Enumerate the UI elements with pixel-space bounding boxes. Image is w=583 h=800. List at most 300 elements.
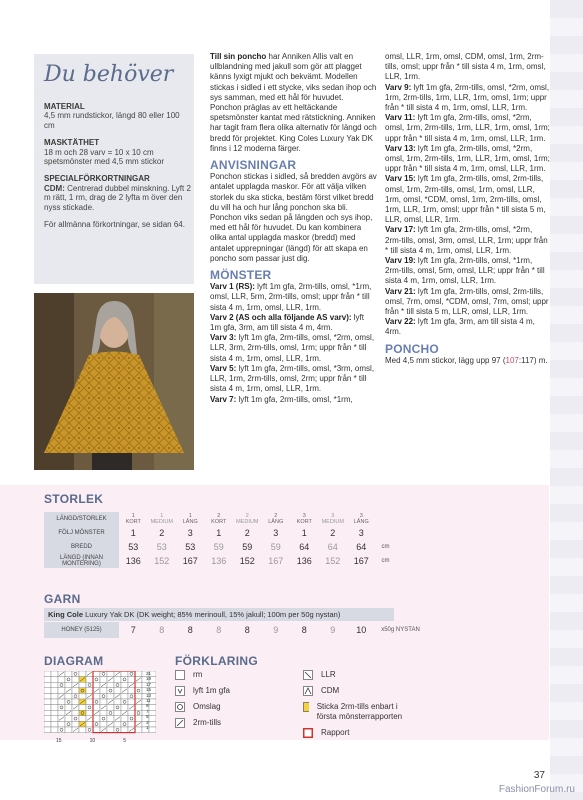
chart-cell xyxy=(93,682,100,688)
chart-cell xyxy=(114,677,121,683)
chart-col-numbers xyxy=(56,738,126,744)
size-length: LÅNG xyxy=(353,519,369,525)
size-cell: 53 xyxy=(185,542,196,552)
size-cell: 1 xyxy=(130,528,136,538)
chart-cell xyxy=(51,682,58,688)
size-number: 1 xyxy=(188,513,192,519)
size-length: LÅNG xyxy=(268,519,284,525)
size-cell xyxy=(347,512,376,526)
chart-cell xyxy=(58,710,65,716)
size-number: 2 xyxy=(274,513,278,519)
yarn-text: Luxury Yak DK (DK weight; 85% merinoull, 15% jakull; 100m per 50g nystan) xyxy=(83,610,341,619)
row-label: LÄNGD (INNAN MONTERING) xyxy=(44,554,119,568)
poncho-text-a: Med 4,5 mm stickor, lägg upp 97 ( xyxy=(385,355,506,365)
chart-cell xyxy=(135,693,142,699)
chart-cell xyxy=(107,716,114,722)
chart-cell xyxy=(79,671,86,677)
chart-cell xyxy=(44,710,51,716)
chart-cell xyxy=(86,721,93,727)
chart-cell xyxy=(100,721,107,727)
chart-cell xyxy=(72,688,79,694)
chart-cell xyxy=(86,727,93,733)
legend-right xyxy=(303,670,413,744)
legend-label: Rapport xyxy=(321,728,350,737)
size-length: MEDIUM xyxy=(236,519,259,525)
side-stripes xyxy=(550,0,583,800)
row-label: Varv 22: xyxy=(385,317,416,327)
row-text: lyft 1m gfa, 2rm-tills, omsl, 2rm-tills, omsl, 7rm, omsl, *CDM, omsl, 7rm, omsl; uppr från * till sista 5 m, LLR, omsl, LLR, 1rm. xyxy=(385,286,549,317)
chart-cell xyxy=(79,705,86,711)
chart-cell xyxy=(86,682,93,688)
legend-item xyxy=(303,670,413,680)
lace-chart xyxy=(44,671,156,740)
chart-cell xyxy=(86,677,93,683)
intro-paragraph xyxy=(210,52,377,154)
chart-cell xyxy=(114,710,121,716)
chart-cell xyxy=(93,693,100,699)
poncho-heading: PONCHO xyxy=(385,341,439,356)
pattern-row xyxy=(385,225,550,256)
chart-cell xyxy=(65,693,72,699)
yarn-count: 7 xyxy=(130,625,136,635)
row-label: LÄNGD/STORLEK xyxy=(44,512,119,526)
size-cell xyxy=(148,512,177,526)
chart-cell xyxy=(72,699,79,705)
chart-cell xyxy=(72,721,79,727)
chart-cell xyxy=(135,682,142,688)
row-number: 11 xyxy=(146,698,151,704)
chart-cell xyxy=(79,727,86,733)
row-text: lyft 1m gfa, 2rm-tills, omsl, *1rm, 2rm-tills, omsl, 5rm, omsl, LLR; uppr från * till sista 4 m, 1rm, omsl, LLR, 1rm. xyxy=(385,256,545,286)
unit-cell: cm xyxy=(381,558,390,564)
intro-lead: Till sin poncho xyxy=(210,52,267,61)
row-label: Varv 9: xyxy=(385,82,412,92)
row-number: 21 xyxy=(146,671,152,676)
chart-cell xyxy=(58,727,65,733)
size-cell: 59 xyxy=(213,542,224,552)
size-cell: 1 xyxy=(216,528,222,538)
size-cell xyxy=(176,512,205,526)
pattern-row xyxy=(210,313,377,333)
pattern-row xyxy=(385,256,550,287)
pattern-row xyxy=(385,287,550,318)
pattern-row xyxy=(385,83,550,114)
pattern-row-continued: omsl, LLR, 1rm, omsl, CDM, omsl, 1rm, 2rm-tills, omsl; uppr från * till sista 4 m, 1rm, omsl, LLR, 1rm. xyxy=(385,52,546,82)
highlight-icon xyxy=(303,702,309,712)
chart-cell xyxy=(121,727,128,733)
yarn-count: 8 xyxy=(244,625,250,635)
size-table xyxy=(44,512,396,568)
chart-cell xyxy=(114,705,121,711)
material-value: 4,5 mm rundstickor, längd 80 eller 100 cm xyxy=(44,111,180,130)
size-cell: 64 xyxy=(299,542,310,552)
ssk-icon xyxy=(303,670,313,680)
size-number: 1 xyxy=(160,513,164,519)
watermark: FashionForum.ru xyxy=(498,784,575,795)
chart-cell xyxy=(65,699,72,705)
size-heading: STORLEK xyxy=(44,492,104,506)
chart-cell xyxy=(135,727,142,733)
chart-cell xyxy=(44,671,51,677)
row-label: Varv 11: xyxy=(385,113,416,123)
size-cell xyxy=(262,512,291,526)
size-cell: 64 xyxy=(327,542,338,552)
size-cell: 3 xyxy=(273,528,279,538)
chart-cell xyxy=(135,688,142,694)
chart-cell xyxy=(121,693,128,699)
chart-cell xyxy=(65,677,72,683)
chart-cell xyxy=(114,699,121,705)
chart-cell xyxy=(114,682,121,688)
chart-cell xyxy=(114,727,121,733)
row-label: Varv 13: xyxy=(385,143,416,153)
chart-cell xyxy=(128,710,135,716)
chart-cell xyxy=(51,727,58,733)
chart-cell xyxy=(44,682,51,688)
size-cell: 167 xyxy=(353,556,369,566)
yarn-count: 8 xyxy=(216,625,222,635)
chart-cell xyxy=(121,705,128,711)
row-label: Varv 15: xyxy=(385,174,416,184)
chart-cell xyxy=(128,677,135,683)
material-heading: MATERIAL xyxy=(44,102,85,111)
chart-cell xyxy=(79,682,86,688)
chart-cell xyxy=(100,716,107,722)
row-number: 3 xyxy=(146,719,149,725)
size-cell: 3 xyxy=(187,528,193,538)
chart-cell xyxy=(58,682,65,688)
chart-cell xyxy=(86,710,93,716)
row-label: Varv 21: xyxy=(385,286,416,296)
chart-cell xyxy=(44,716,51,722)
text-column-middle xyxy=(210,52,377,405)
row-number: 9 xyxy=(146,703,149,709)
chart-cell xyxy=(100,710,107,716)
chart-cell xyxy=(86,705,93,711)
yarn-table xyxy=(44,622,426,638)
length-row xyxy=(44,554,396,568)
row-label: FÖLJ MÖNSTER xyxy=(44,526,119,540)
size-cell xyxy=(119,512,148,526)
size-cell xyxy=(290,512,319,526)
legend-item xyxy=(303,702,413,722)
chart-cell xyxy=(65,682,72,688)
yarn-count: 8 xyxy=(301,625,307,635)
legend-item xyxy=(303,728,413,738)
gauge-heading: MASKTÄTHET xyxy=(44,138,100,148)
yarn-heading: GARN xyxy=(44,592,81,606)
legend-label: Sticka 2rm-tills enbart i första mönsterrapporten xyxy=(316,702,403,721)
legend-item xyxy=(175,702,230,712)
row-number: 1 xyxy=(146,725,149,731)
yarn-description xyxy=(44,608,394,621)
size-cell xyxy=(319,512,348,526)
chart-cell xyxy=(65,727,72,733)
legend-item xyxy=(303,686,413,696)
diagram-heading: DIAGRAM xyxy=(44,654,104,668)
size-cell: 152 xyxy=(154,556,170,566)
chart-cell xyxy=(128,671,135,677)
poncho-text xyxy=(385,356,550,366)
poncho-highlight: 107 xyxy=(505,355,519,365)
chart-cell xyxy=(93,699,100,705)
yo-icon xyxy=(175,702,185,712)
unit-cell xyxy=(376,526,396,540)
chart-cell xyxy=(100,693,107,699)
unit-cell: cm xyxy=(381,544,390,550)
pattern-row xyxy=(210,364,377,395)
chart-cell xyxy=(51,716,58,722)
size-cell xyxy=(205,512,234,526)
yarn-count: 10 xyxy=(356,625,367,635)
size-cell: 3 xyxy=(358,528,364,538)
knit-icon xyxy=(175,670,185,680)
yarn-count: 8 xyxy=(187,625,193,635)
chart-cell xyxy=(93,727,100,733)
size-length: MEDIUM xyxy=(321,519,344,525)
chart-cell xyxy=(128,693,135,699)
legend-left xyxy=(175,670,230,734)
chart-cell xyxy=(107,710,114,716)
chart-cell xyxy=(107,682,114,688)
size-cell: 136 xyxy=(296,556,312,566)
size-number: 2 xyxy=(217,513,221,519)
materials-text xyxy=(44,102,192,229)
chart-cell xyxy=(44,705,51,711)
k2tog-icon xyxy=(175,718,185,728)
row-label: Varv 3: xyxy=(210,333,237,343)
row-label: Varv 19: xyxy=(385,256,416,266)
row-text: lyft 1m gfa, 3rm, am till sista 4 m, 4rm. xyxy=(210,312,364,333)
size-length: KORT xyxy=(296,519,312,525)
chart-cell xyxy=(44,727,51,733)
chart-cell xyxy=(107,705,114,711)
chart-cell xyxy=(58,688,65,694)
chart-cell xyxy=(51,677,58,683)
chart-cell xyxy=(100,699,107,705)
chart-cell xyxy=(135,705,142,711)
chart-cell xyxy=(128,716,135,722)
chart-cell xyxy=(100,688,107,694)
chart-cell xyxy=(79,693,86,699)
chart-cell xyxy=(51,688,58,694)
row-number: 17 xyxy=(146,681,152,687)
size-grid xyxy=(44,512,396,568)
legend-item xyxy=(175,670,230,680)
unit-cell xyxy=(376,512,396,526)
size-header-row xyxy=(44,512,396,526)
intro-text: har Anniken Allis valt en ullblandning med jakull som gör att plagget känns lyxigt mjukt och bekvämt. Modellen stickas i sidled i ett stycke, viks sedan ihop och sys samman, med ett hål för huvudet. Ponchon präglas av ett heltäckande spetsmönster kantat med rätstickning. Anniken har tagit fram flera olika alternativ för längd och bredd för projektet. King Coles Luxury Yak DK finns i 12 moderna färger. xyxy=(210,52,377,153)
legend-item xyxy=(175,686,230,696)
chart-cell xyxy=(121,716,128,722)
chart-cell xyxy=(51,693,58,699)
chart-cell xyxy=(128,699,135,705)
row-number: 19 xyxy=(146,676,152,682)
repeat-icon xyxy=(303,728,313,738)
pattern-row xyxy=(210,333,377,364)
chart-cell xyxy=(100,677,107,683)
chart-cell xyxy=(58,699,65,705)
cdm-definition xyxy=(44,184,192,212)
legend-label: 2rm-tills xyxy=(193,718,221,727)
col-number: 10 xyxy=(89,738,96,744)
size-cell: 167 xyxy=(268,556,284,566)
row-label: BREDD xyxy=(44,540,119,554)
general-abbrev-note: För allmänna förkortningar, se sidan 64. xyxy=(44,220,185,230)
chart-cell xyxy=(51,710,58,716)
size-cell: 167 xyxy=(182,556,198,566)
chart-cell xyxy=(51,705,58,711)
chart-cell xyxy=(51,721,58,727)
row-text: lyft 1m gfa, 2rm-tills, omsl, *1rm, xyxy=(236,394,353,404)
instructions-heading: ANVISNINGAR xyxy=(210,158,297,173)
chart-cell xyxy=(58,721,65,727)
chart-cell xyxy=(65,716,72,722)
size-cell: 59 xyxy=(270,542,281,552)
row-label: Varv 17: xyxy=(385,225,416,235)
width-row xyxy=(44,540,396,554)
pattern-row xyxy=(385,174,550,225)
chart-cell xyxy=(107,671,114,677)
pattern-row xyxy=(385,144,550,175)
col-number: 5 xyxy=(123,738,126,744)
chart-cell xyxy=(72,716,79,722)
size-number: 1 xyxy=(131,513,135,519)
chart-cell xyxy=(44,693,51,699)
chart-cell xyxy=(44,699,51,705)
row-text: lyft 1m gfa, 2rm-tills, omsl, *2rm, 2rm-tills, omsl, 3rm, omsl, LLR, 1rm; uppr från * till sista 4 m, 1rm, omsl, LLR, 1rm. xyxy=(385,225,548,255)
text-column-right xyxy=(385,52,550,366)
size-length: LÅNG xyxy=(182,519,198,525)
size-cell: 53 xyxy=(128,542,139,552)
yarn-unit: x50g NYSTAN xyxy=(381,627,420,633)
size-cell: 53 xyxy=(156,542,167,552)
yarn-color: HONEY (5125) xyxy=(44,622,119,638)
chart-cell xyxy=(107,688,114,694)
chart-cell xyxy=(72,710,79,716)
row-text: lyft 1m gfa, 2rm-tills, omsl, *2rm, omsl, 1rm, 2rm-tills, 1rm, LLR, 1rm, omsl, 1rm; uppr från * till sista 4 m, 1rm, omsl, LLR, 1rm. xyxy=(385,113,550,143)
row-text: lyft 1m gfa, 3rm, am till sista 4 m, 4rm. xyxy=(385,317,535,337)
poncho-text-c: :117) m. xyxy=(518,355,548,365)
chart-cell xyxy=(86,699,93,705)
size-length: KORT xyxy=(125,519,141,525)
chart-cell xyxy=(121,699,128,705)
col-number: 15 xyxy=(56,738,62,744)
size-number: 3 xyxy=(359,513,363,519)
row-label: Varv 2 (AS och alla följande AS varv): xyxy=(210,312,352,322)
size-cell: 2 xyxy=(330,528,336,538)
chart-cell xyxy=(65,705,72,711)
pattern-row xyxy=(210,395,377,405)
yarn-brand: King Cole xyxy=(48,610,83,619)
row-text: lyft 1m gfa, 2rm-tills, omsl, *3rm, omsl, LLR, 1rm, 2rm-tills, omsl, 2rm; uppr från * till sista 4 m, 1rm, omsl, LLR, 1rm. xyxy=(210,363,375,394)
legend-label: Omslag xyxy=(193,702,221,711)
chart-cell xyxy=(100,671,107,677)
row-text: lyft 1m gfa, 2rm-tills, omsl, *2rm, omsl, 1rm, 2rm-tills, 1rm, LLR, 1rm, omsl, 1rm; uppr från * till sista 4 m, 1rm, omsl, LLR, 1rm. xyxy=(385,82,550,113)
pattern-row xyxy=(385,113,550,144)
pattern-row xyxy=(210,282,377,313)
size-cell: 2 xyxy=(244,528,250,538)
pattern-heading: MÖNSTER xyxy=(210,268,272,283)
size-cell: 136 xyxy=(211,556,227,566)
chart-cell xyxy=(121,677,128,683)
size-cell: 136 xyxy=(125,556,141,566)
chart-cell xyxy=(65,671,72,677)
legend-heading: FÖRKLARING xyxy=(175,654,258,668)
gauge-value: 18 m och 28 varv = 10 x 10 cm spetsmönster med 4,5 mm stickor xyxy=(44,147,165,167)
size-cell: 1 xyxy=(301,528,307,538)
row-text: lyft 1m gfa, 2rm-tills, omsl, 2rm-tills, omsl, 1rm, 2rm-tills, omsl, 1rm, omsl, LLR, 1rm, omsl, *CDM, omsl, 1rm, 2rm-tills, omsl, 1rm, LLR, 1rm, omsl; uppr från * till sista 5 m, LLR, omsl, LLR, 1rm. xyxy=(385,174,546,225)
legend-label: lyft 1m gfa xyxy=(193,686,230,695)
instructions-text: Ponchon stickas i sidled, så bredden avgörs av antalet upplagda maskor. För att välja vilken storlek du ska sticka, bestäm först vilket bredd du vill ha och hur lång ponchon ska bli. Ponchon viks sedan på längden och sys ihop, med ett hål för huvudet. Du kan kombinera olika antal upplagda maskor (bredd) med antalet upprepningar (längd) för att skapa en poncho som passar just dig. xyxy=(210,172,377,263)
size-cell: 152 xyxy=(239,556,255,566)
chart-cell xyxy=(128,688,135,694)
legend-item xyxy=(175,718,230,728)
yarn-count: 9 xyxy=(273,625,279,635)
row-text: lyft 1m gfa, 2rm-tills, omsl, *1rm, omsl, LLR, 5rm, 2rm-tills, omsl; uppr från * till sista 4 m, 1rm, omsl, LLR, 1rm. xyxy=(210,282,372,312)
poncho-photo xyxy=(34,293,194,470)
chart-cell xyxy=(72,693,79,699)
chart-cell xyxy=(79,710,86,716)
chart-cell xyxy=(72,677,79,683)
legend-label: rm xyxy=(193,670,203,679)
size-number: 3 xyxy=(331,513,335,519)
row-label: Varv 1 (RS): xyxy=(210,282,255,292)
row-text: lyft 1m gfa, 2rm-tills, omsl, *2rm, omsl, 1rm, 2rm-tills, 1rm, LLR, 1rm, omsl, 1rm; uppr från * till sista 4 m, 1rm, omsl, LLR, 1rm. xyxy=(385,143,550,174)
slip-icon xyxy=(175,686,185,696)
chart-cell xyxy=(135,710,142,716)
chart-cell xyxy=(51,671,58,677)
row-label: Varv 5: xyxy=(210,363,237,373)
chart-cell xyxy=(44,721,51,727)
chart-cell xyxy=(65,721,72,727)
yarn-amount-row xyxy=(44,622,426,638)
row-number: 15 xyxy=(146,687,152,693)
chart-cell xyxy=(79,716,86,722)
legend-label: LLR xyxy=(321,670,336,679)
size-length: MEDIUM xyxy=(150,519,173,525)
yarn-count: 9 xyxy=(330,625,336,635)
chart-cell xyxy=(72,671,79,677)
chart-cell xyxy=(58,677,65,683)
row-text: lyft 1m gfa, 2rm-tills, omsl, *2rm, omsl, LLR, 3rm, 2rm-tills, omsl, 1rm; uppr från * till sista 4 m, 1rm, omsl, LLR, 1rm. xyxy=(210,333,375,363)
size-length: KORT xyxy=(211,519,227,525)
chart-cell xyxy=(58,705,65,711)
chart-cell xyxy=(114,721,121,727)
chart-cell xyxy=(121,682,128,688)
size-cell: 2 xyxy=(159,528,165,538)
chart-cell xyxy=(135,716,142,722)
yarn-row xyxy=(44,622,426,638)
abbrev-heading: SPECIALFÖRKORTNINGAR xyxy=(44,174,150,184)
size-cell xyxy=(233,512,262,526)
chart-cell xyxy=(107,727,114,733)
chart-cell xyxy=(135,671,142,677)
order-row xyxy=(44,526,396,540)
chart-cell xyxy=(121,671,128,677)
chart-cell xyxy=(93,671,100,677)
chart-cell xyxy=(93,716,100,722)
size-cell: 59 xyxy=(242,542,253,552)
chart-cell xyxy=(93,721,100,727)
legend-label: CDM xyxy=(321,686,340,695)
chart-row-numbers xyxy=(146,671,151,730)
materials-title: Du behöver xyxy=(44,62,174,87)
cdm-icon xyxy=(303,686,313,696)
row-number: 5 xyxy=(146,714,149,720)
chart-cell xyxy=(51,699,58,705)
row-label: Varv 7: xyxy=(210,394,237,404)
